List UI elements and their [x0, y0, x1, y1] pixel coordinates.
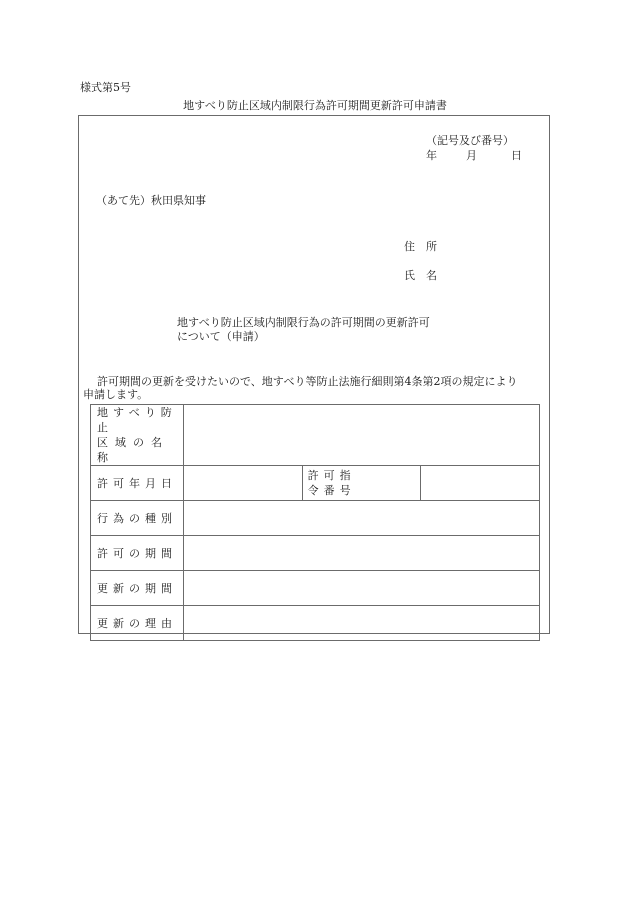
day-label: 日 — [511, 149, 522, 162]
document-title: 地すべり防止区域内制限行為許可期間更新許可申請書 — [183, 99, 447, 112]
label-renewal-reason: 更新の理由 — [91, 606, 184, 641]
table-row — [91, 466, 540, 501]
month-label: 月 — [466, 149, 477, 162]
table-row — [91, 536, 540, 571]
renewal-reason-field[interactable] — [184, 606, 540, 641]
table-row — [91, 571, 540, 606]
area-name-field[interactable] — [184, 405, 540, 466]
renewal-period-field[interactable] — [184, 571, 540, 606]
label-permit-date: 許可年月日 — [91, 466, 184, 501]
date-line — [426, 149, 522, 162]
table-row — [91, 606, 540, 641]
table-row — [91, 405, 540, 466]
year-label: 年 — [426, 149, 437, 162]
subject-line-1: 地すべり防止区域内制限行為の許可期間の更新許可 — [177, 316, 430, 329]
activity-type-field[interactable] — [184, 501, 540, 536]
body-line-2: 申請します。 — [83, 388, 149, 401]
permit-date-field[interactable] — [184, 466, 303, 501]
subject-line-2: について（申請） — [177, 330, 265, 343]
permit-number-field[interactable] — [421, 466, 540, 501]
label-activity-type: 行為の種別 — [91, 501, 184, 536]
info-table — [90, 404, 540, 641]
label-area-name: 地すべり防止 区域の名称 — [91, 405, 184, 466]
addressee: （あて先）秋田県知事 — [96, 194, 206, 207]
table-row — [91, 501, 540, 536]
name-label: 氏 名 — [404, 269, 437, 282]
address-label: 住 所 — [404, 240, 437, 253]
label-renewal-period: 更新の期間 — [91, 571, 184, 606]
form-number: 様式第5号 — [80, 81, 131, 94]
reference-number-label: （記号及び番号） — [426, 134, 514, 147]
label-permit-period: 許可の期間 — [91, 536, 184, 571]
permit-period-field[interactable] — [184, 536, 540, 571]
label-permit-number: 許可指 令番号 — [302, 466, 421, 501]
body-line-1: 許可期間の更新を受けたいので、地すべり等防止法施行細則第4条第2項の規定により — [97, 375, 518, 388]
